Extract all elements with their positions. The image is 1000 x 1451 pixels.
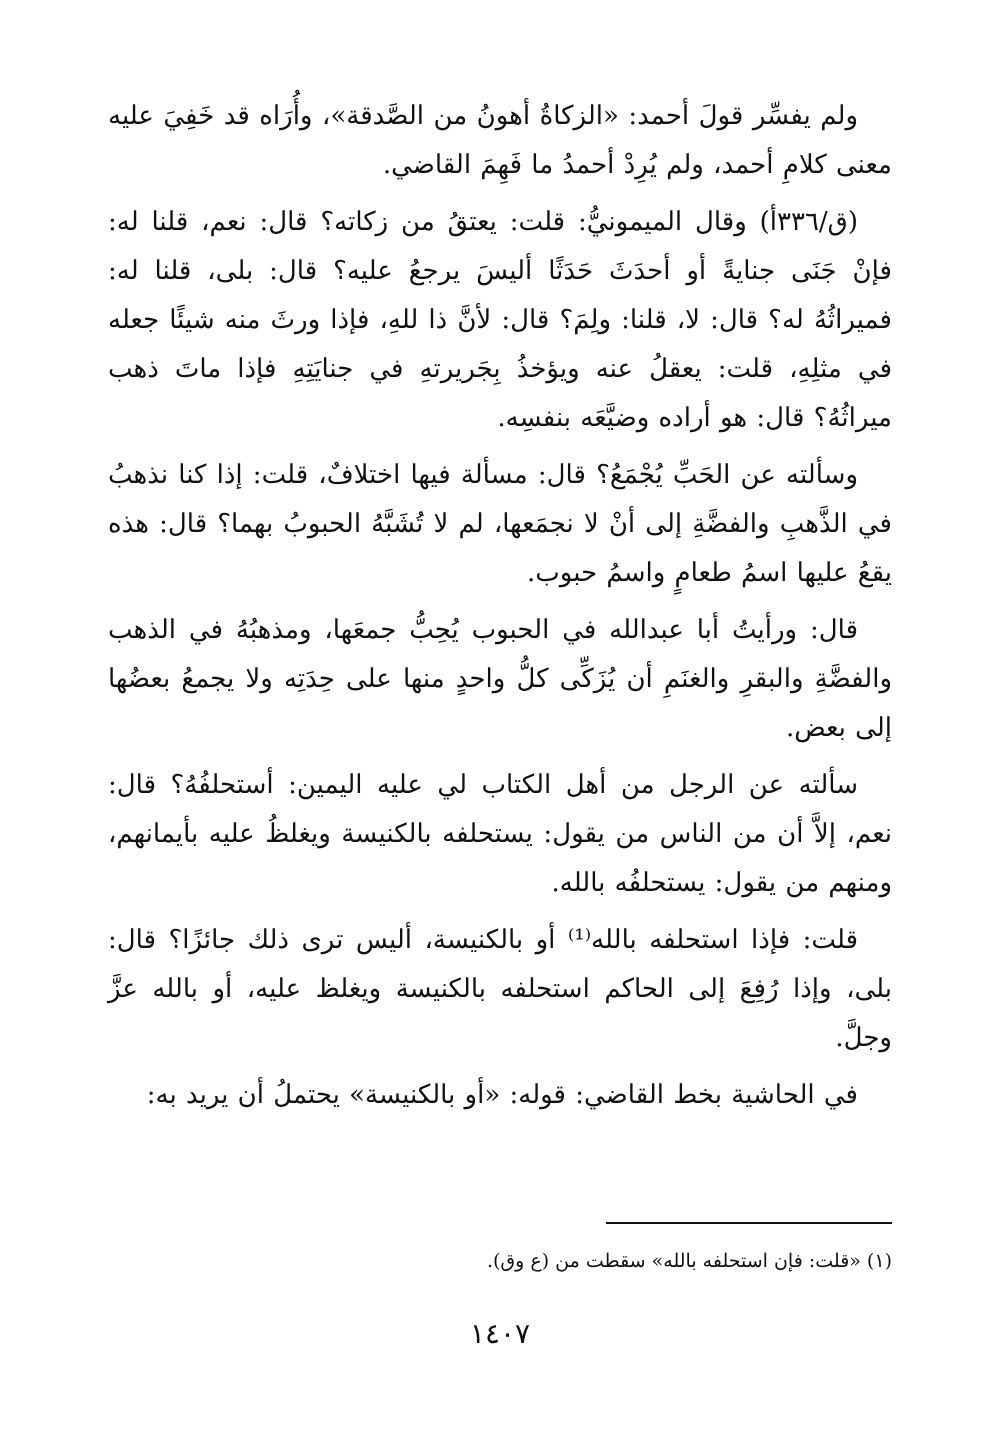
footnote: (١) «قلت: فإن استحلفه بالله» سقطت من (ع وق).	[486, 1250, 892, 1272]
footnote-divider	[606, 1222, 892, 1224]
paragraph-1: ولم يفسِّر قولَ أحمد: «الزكاةُ أهونُ من الصَّدقة»، وأُرَاه قد خَفِيَ عليه معنى كلامِ أحمد، ولم يُرِدْ أحمدُ ما فَهِمَ القاضي.	[108, 101, 892, 180]
paragraph-3: وسألته عن الحَبِّ يُجْمَعُ؟ قال: مسألة فيها اختلافٌ، قلت: إذا كنا نذهبُ في الذَّهبِ والفضَّةِ إلى أنْ لا نجمَعها، لم لا تُشَبَّهُ الحبوبُ بهما؟ قال: هذه يقعُ عليها اسمُ طعامٍ واسمُ حبوب.	[108, 460, 892, 588]
paragraph-4: قال: ورأيتُ أبا عبدالله في الحبوب يُحِبُّ جمعَها، ومذهبُهُ في الذهب والفضَّةِ والبقرِ والغنَمِ أن يُزَكِّى كلُّ واحدٍ منها على حِدَتِه ولا يجمعُ بعضُها إلى بعض.	[108, 615, 892, 743]
body-text	[108, 92, 892, 1120]
paragraph-6: قلت: فإذا استحلفه بالله⁽¹⁾ أو بالكنيسة، أليس ترى ذلك جائزًا؟ قال: بلى، وإذا رُفِعَ إلى الحاكم استحلفه بالكنيسة ويغلظ عليه، أو بالله عزَّ وجلَّ.	[108, 925, 892, 1053]
paragraph-2: (ق/٣٣٦أ) وقال الميمونيُّ: قلت: يعتقُ من زكاته؟ قال: نعم، قلنا له: فإنْ جَنَى جنايةً أو أحدَثَ حَدَثًا أليسَ يرجعُ عليه؟ قال: بلى، قلنا له: فميراثُهُ له؟ قال: لا، قلنا: ولِمَ؟ قال: لأنَّ ذا للهِ، فإذا ورثَ منه شيئًا جعله في مثلِهِ، قلت: يعقلُ عنه ويؤخذُ بِجَريرتهِ في جنايَتِهِ فإذا ماتَ ذهب ميراثُهُ؟ قال: هو أراده وضيَّعَه بنفسِه.	[108, 207, 892, 433]
page-number: ١٤٠٧	[469, 1317, 531, 1350]
paragraph-7: في الحاشية بخط القاضي: قوله: «أو بالكنيسة» يحتملُ أن يريد به:	[146, 1080, 858, 1110]
paragraph-5: سألته عن الرجل من أهل الكتاب لي عليه اليمين: أستحلفُهُ؟ قال: نعم، إلاَّ أن من الناس من يقول: يستحلفه بالكنيسة ويغلظُ عليه بأيمانهم، ومنهم من يقول: يستحلفُه بالله.	[108, 770, 892, 898]
